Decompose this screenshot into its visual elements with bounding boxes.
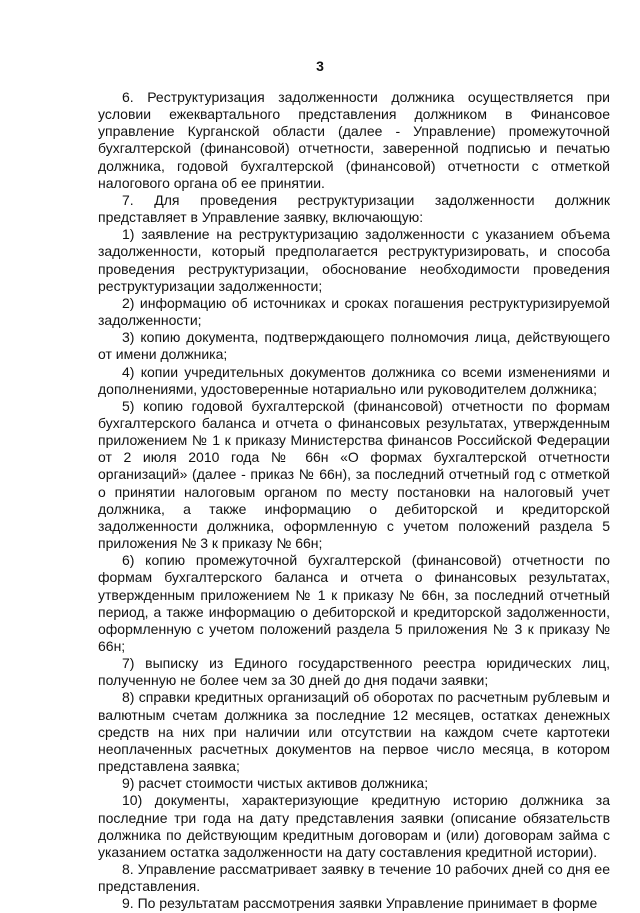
list-item-2-repayment-sources: 2) информацию об источниках и сроках погашения реструктуризируемой задолженности; bbox=[98, 294, 610, 329]
list-item-6-interim-reporting: 6) копию промежуточной бухгалтерской (финансовой) отчетности по формам бухгалтерского баланса и отчета о финансовых результатах, утвержденным приложением № 1 к приказу № 66н, за последний отчетный период, а также информацию о дебиторской и кредиторской задолженности, оформленную с учетом положений раздела 5 приложения № 3 к приказу № 66н; bbox=[98, 552, 610, 654]
paragraph-7-application-contents: 7. Для проведения реструктуризации задолженности должник представляет в Управление заявку, включающую: bbox=[98, 191, 610, 226]
paragraph-8-review-period: 8. Управление рассматривает заявку в течение 10 рабочих дней со дня ее представления. bbox=[98, 861, 610, 895]
list-item-3-authority-document: 3) копию документа, подтверждающего полномочия лица, действующего от имени должника; bbox=[98, 329, 610, 363]
document-body bbox=[98, 89, 610, 913]
list-item-5-annual-reporting: 5) копию годовой бухгалтерской (финансовой) отчетности по формам бухгалтерского баланса и отчета о финансовых результатах, утвержденным приложением № 1 к приказу Министерства финансов Российской Федерации от 2 июля 2010 года № 66н «О формах бухгалтерской отчетности организаций» (далее - приказ № 66н), за последний отчетный год с отметкой о принятии налоговым органом по месту постановки на налоговый учет должника, а также информацию о дебиторской и кредиторской задолженности должника, оформленную с учетом положений раздела 5 приложения № 3 к приказу № 66н; bbox=[98, 397, 610, 552]
list-item-7-registry-extract: 7) выписку из Единого государственного реестра юридических лиц, полученную не более чем за 30 дней до дня подачи заявки; bbox=[98, 655, 610, 689]
list-item-1-restructuring-statement: 1) заявление на реструктуризацию задолженности с указанием объема задолженности, который предполагается реструктуризировать, и способа проведения реструктуризации, обоснование необходимости проведения реструктуризации задолженности; bbox=[98, 226, 610, 294]
list-item-4-founding-documents: 4) копии учредительных документов должника со всеми изменениями и дополнениями, удостоверенные нотариально или руководителем должника; bbox=[98, 363, 610, 397]
list-item-8-bank-statements: 8) справки кредитных организаций об оборотах по расчетным рублевым и валютным счетам должника за последние 12 месяцев, остатках денежных средств на них при наличии или отсутствии на каждом счете картотеки неоплаченных расчетных документов на первое число месяца, в котором представлена заявка; bbox=[98, 689, 610, 775]
list-item-10-credit-history: 10) документы, характеризующие кредитную историю должника за последние три года на дату представления заявки (описание обязательств должника по действующим кредитным договорам и (или) договорам займа с указанием остатка задолженности на дату составления кредитной истории). bbox=[98, 792, 610, 860]
page-number: 3 bbox=[316, 58, 324, 74]
paragraph-6-restructuring-condition: 6. Реструктуризация задолженности должника осуществляется при условии ежеквартального представления должником в Финансовое управление Курганской области (далее - Управление) промежуточной бухгалтерской (финансовой) отчетности, заверенной подписью и печатью должника, годовой бухгалтерской (финансовой) отчетности с отметкой налогового органа об ее принятии. bbox=[98, 89, 610, 191]
paragraph-9-review-results: 9. По результатам рассмотрения заявки Управление принимает в форме bbox=[122, 895, 598, 912]
list-item-9-net-assets: 9) расчет стоимости чистых активов должника; bbox=[122, 775, 429, 792]
